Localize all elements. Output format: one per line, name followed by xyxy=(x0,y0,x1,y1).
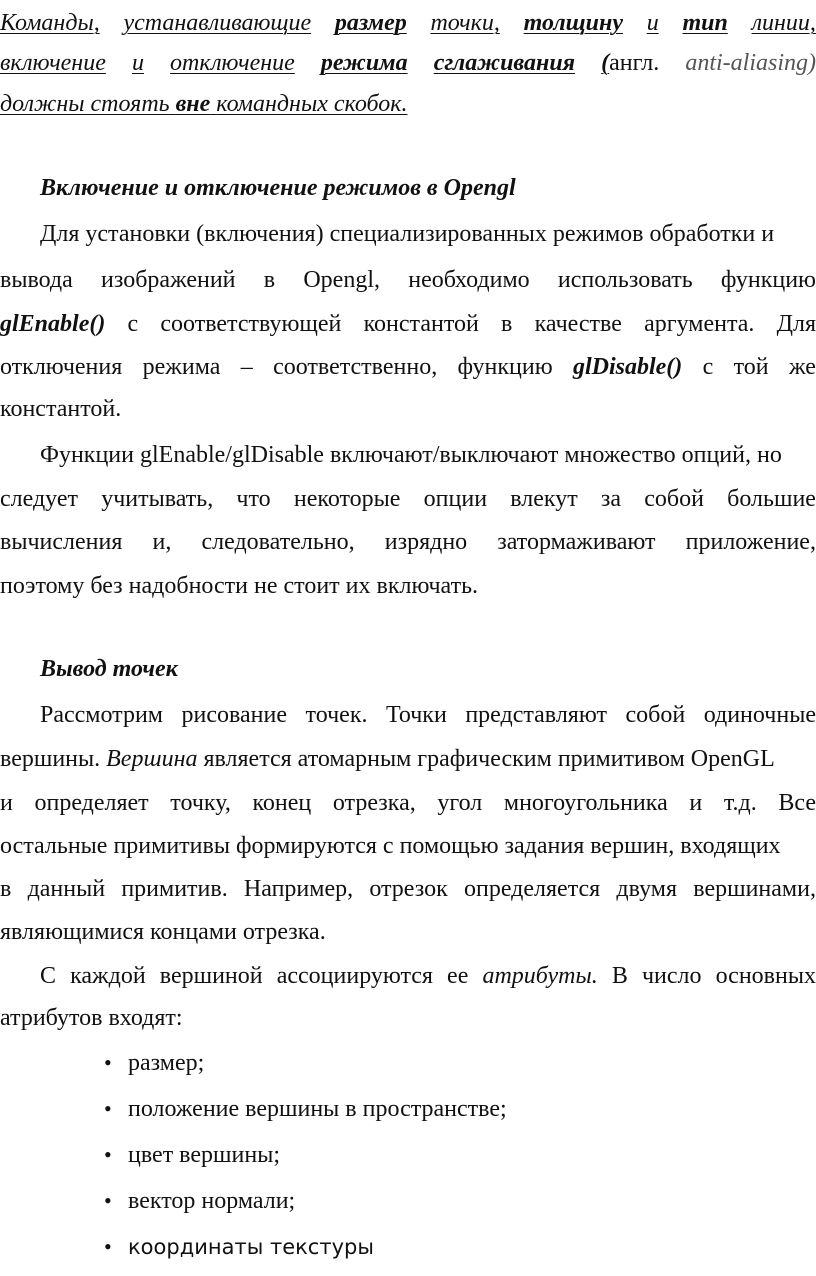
bullet-text: вектор нормали; xyxy=(128,1188,296,1214)
bullet-dot-icon: • xyxy=(104,1188,112,1213)
word: – xyxy=(240,354,253,380)
keyword-size: размер xyxy=(334,10,407,36)
s2-p2-line-2: атрибутов входят: xyxy=(0,1005,183,1031)
word: т.д. xyxy=(723,790,757,816)
word: Opengl, xyxy=(303,267,380,293)
word: следует xyxy=(0,486,78,512)
word: и xyxy=(131,50,144,76)
s1-p2-line-4: поэтому без надобности не стоит их включать. xyxy=(0,573,479,599)
keyword-outside: вне xyxy=(175,91,211,117)
word: что xyxy=(236,486,271,512)
word: константой xyxy=(363,311,479,337)
s1-p1-line-1: Для установки (включения) специализированных режимов обработки и xyxy=(40,221,775,247)
word: С xyxy=(40,963,57,989)
word: и, xyxy=(152,529,172,555)
word-engl: англ. xyxy=(609,50,660,76)
word: аргумента. xyxy=(644,311,755,337)
bullet-dot-icon: • xyxy=(104,1234,112,1259)
word: отключения xyxy=(0,354,123,380)
word: определяется xyxy=(463,876,601,902)
word: и xyxy=(689,790,703,816)
word: в xyxy=(0,876,12,902)
word: с xyxy=(127,311,139,337)
word: же xyxy=(788,354,816,380)
s2-p1-line-2 xyxy=(0,736,816,782)
word: с xyxy=(702,354,714,380)
s2-p1-line-5 xyxy=(0,866,816,912)
word: затормаживают xyxy=(497,529,656,555)
s2-p1-line-3 xyxy=(0,780,816,826)
word: должны стоять xyxy=(0,91,170,117)
word: Точки xyxy=(386,702,447,728)
word: основных xyxy=(715,963,816,989)
word: некоторые xyxy=(293,486,401,512)
s1-p1-line-2 xyxy=(0,257,816,303)
s1-p1-line-5: константой. xyxy=(0,396,122,422)
word: одиночные xyxy=(703,702,816,728)
word: соответственно, xyxy=(273,354,438,380)
bullet-text: размер; xyxy=(128,1050,205,1076)
s1-p1-line-4 xyxy=(0,344,816,390)
word: вычисления xyxy=(0,529,123,555)
word: влекут xyxy=(510,486,578,512)
term-attributes: атрибуты. xyxy=(482,963,598,989)
bullet-text: цвет вершины; xyxy=(128,1142,280,1168)
word: включение xyxy=(0,50,106,76)
s2-p1-line-1 xyxy=(0,692,816,738)
word: рисование xyxy=(181,702,288,728)
word: функцию xyxy=(457,354,553,380)
bullet-dot-icon: • xyxy=(104,1050,112,1075)
word: собой xyxy=(644,486,704,512)
word: вершиной xyxy=(159,963,263,989)
note-line-3 xyxy=(0,81,816,127)
text: является атомарным графическим примитивом OpenGL xyxy=(197,746,775,772)
section-heading-points: Вывод точек xyxy=(40,656,178,682)
bullet-item xyxy=(104,1040,204,1086)
word: каждой xyxy=(70,963,146,989)
text: вершины. xyxy=(0,746,107,772)
word: за xyxy=(600,486,622,512)
word: устанавливающие xyxy=(123,10,312,36)
word: примитив. xyxy=(121,876,228,902)
word: Для xyxy=(776,311,816,337)
word: точку, xyxy=(170,790,231,816)
bullet-text: координаты текстуры xyxy=(128,1235,374,1259)
word: командных скобок. xyxy=(216,91,408,117)
word: вывода xyxy=(0,267,73,293)
keyword-type: тип xyxy=(682,10,728,36)
word: и xyxy=(646,10,659,36)
word: двумя xyxy=(616,876,678,902)
word: собой xyxy=(625,702,686,728)
word: в xyxy=(501,311,513,337)
bullet-item xyxy=(104,1178,295,1224)
s2-p1-line-4: остальные примитивы формируются с помощью задания вершин, входящих xyxy=(0,833,781,859)
word: в xyxy=(263,267,276,293)
word: изображений xyxy=(101,267,236,293)
bullet-dot-icon: • xyxy=(104,1142,112,1167)
word-anti-aliasing: anti-aliasing) xyxy=(685,50,816,76)
bullet-item xyxy=(104,1086,507,1132)
word: Все xyxy=(778,790,816,816)
word: соответствующей xyxy=(160,311,342,337)
word: необходимо xyxy=(408,267,530,293)
word: функцию xyxy=(720,267,816,293)
section-heading-modes: Включение и отключение режимов в Opengl xyxy=(40,175,516,201)
keyword-width: толщину xyxy=(523,10,623,36)
word: ассоциируются xyxy=(276,963,433,989)
word: ее xyxy=(447,963,469,989)
bullet-text: положение вершины в пространстве; xyxy=(128,1096,507,1122)
word: качестве xyxy=(534,311,622,337)
word: Рассмотрим xyxy=(40,702,163,728)
word: представляют xyxy=(465,702,607,728)
keyword-smoothing: сглаживания xyxy=(433,50,576,76)
s1-p1-line-3 xyxy=(0,301,816,347)
word: линии, xyxy=(751,10,816,36)
open-paren: ( xyxy=(601,50,610,76)
word: точки, xyxy=(430,10,500,36)
s1-p2-line-1: Функции glEnable/glDisable включают/выключают множество опций, но xyxy=(40,442,782,468)
s2-p1-line-6: являющимися концами отрезка. xyxy=(0,919,326,945)
word: приложение, xyxy=(685,529,816,555)
word: и xyxy=(0,790,13,816)
word: отрезка, xyxy=(332,790,416,816)
word: данный xyxy=(27,876,106,902)
word: опции xyxy=(423,486,488,512)
word: той xyxy=(733,354,769,380)
function-gldisable: glDisable() xyxy=(572,354,683,380)
word: конец xyxy=(252,790,312,816)
note-line-2 xyxy=(0,40,816,86)
word: вершинами, xyxy=(693,876,816,902)
word: большие xyxy=(727,486,816,512)
word: определяет xyxy=(34,790,149,816)
word: многоугольника xyxy=(503,790,668,816)
s2-p2-line-1 xyxy=(0,953,816,999)
word: Например, xyxy=(243,876,354,902)
s1-p2-line-2 xyxy=(0,476,816,522)
word: отключение xyxy=(170,50,295,76)
bullet-item xyxy=(104,1132,280,1178)
word: изрядно xyxy=(384,529,468,555)
word: число xyxy=(641,963,702,989)
word: Команды, xyxy=(0,10,100,36)
word: учитывать, xyxy=(101,486,214,512)
word: угол xyxy=(437,790,483,816)
word: отрезок xyxy=(369,876,448,902)
word: точек. xyxy=(305,702,368,728)
s1-p2-line-3 xyxy=(0,519,816,565)
function-glenable: glEnable() xyxy=(0,311,106,337)
term-vertex: Вершина xyxy=(106,746,198,772)
word: следовательно, xyxy=(201,529,355,555)
word: использовать xyxy=(557,267,693,293)
word: режима xyxy=(142,354,221,380)
word: В xyxy=(611,963,628,989)
bullet-dot-icon: • xyxy=(104,1096,112,1121)
bullet-item xyxy=(104,1224,374,1270)
keyword-mode: режима xyxy=(320,50,408,76)
